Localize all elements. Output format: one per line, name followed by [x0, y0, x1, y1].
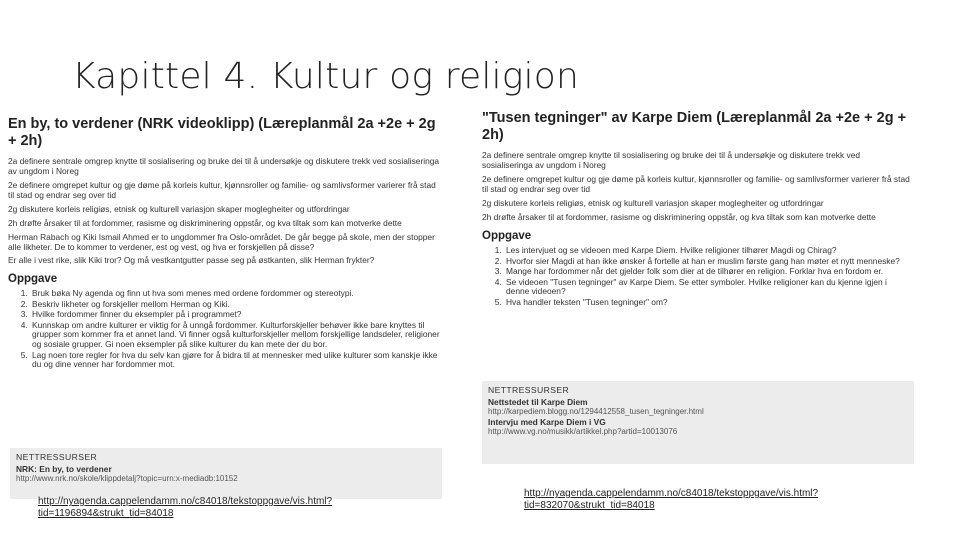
right-document-heading: "Tusen tegninger" av Karpe Diem (Læreplanmål 2a +2e + 2g + 2h) [482, 110, 907, 143]
slide-title: Kapittel 4. Kultur og religion [72, 56, 579, 97]
right-source-link[interactable]: http://nyagenda.cappelendamm.no/c84018/tekstoppgave/vis.html?tid=832070&strukt_tid=84018 [524, 488, 819, 511]
list-item: 1. Les intervjuet og se videoen med Karpe Diem. Hvilke religioner tilhører Magdi og Chirag? [504, 246, 912, 256]
left-document-heading: En by, to verdener (NRK videoklipp) (Læreplanmål 2a +2e + 2g + 2h) [8, 116, 436, 149]
left-resources-box [10, 448, 442, 499]
right-resource-url-1[interactable]: http://karpediem.blogg.no/1294412558_tusen_tegninger.html [488, 407, 704, 416]
right-document [482, 110, 912, 309]
left-goal-2a: 2a definere sentrale omgrep knytte til sosialisering og bruke dei til å undersøkje og diskutere trekk ved sosialiseringa av ungdom i Noreg [8, 156, 440, 176]
left-oppgave-heading: Oppgave [8, 273, 58, 285]
left-document [8, 116, 440, 371]
right-resource-title-1[interactable]: Nettstedet til Karpe Diem [488, 397, 588, 407]
right-task-list [482, 246, 912, 308]
left-goal-2g: 2g diskutere korleis religiøs, etnisk og kulturell variasjon skaper moglegheiter og utfordringar [8, 204, 350, 214]
list-item: 4. Kunnskap om andre kulturer er viktig for å unngå fordommer. Kulturforskjeller behøver ikke bare knyttes til grupper som kommer fra et annet land. Vi finner også kulturforskjeller mellom forskjellige landsdeler, religioner og sosiale grupper. Gi noen eksempler på slike kulturer du kan mete der du bor. [30, 321, 440, 350]
list-item: 2. Hvorfor sier Magdi at han ikke ønsker å fortelle at han er muslim første gang han møter et nytt menneske? [504, 257, 912, 267]
list-item: 3. Mange har fordommer når det gjelder folk som dier at de tilhører en religion. Forklar hva en fordom er. [504, 267, 912, 277]
list-item: 2. Beskriv likheter og forskjeller mellom Herman og Kiki. [30, 300, 440, 310]
list-item: 3. Hvilke fordommer finner du eksempler på i programmet? [30, 310, 440, 320]
left-goal-2h: 2h drøfte årsaker til at fordommer, rasisme og diskriminering oppstår, og kva tiltak som kan motverke dette [8, 218, 402, 228]
list-item: 5. Lag noen tore regler for hva du selv kan gjøre for å bidra til at mennesker med ulike kulturer som kanskje ikke du og dine venner har fordommer mot. [30, 351, 440, 370]
right-oppgave-heading: Oppgave [482, 230, 532, 242]
left-task-list [8, 289, 440, 370]
right-resource-url-2[interactable]: http://www.vg.no/musikk/artikkel.php?artid=10013076 [488, 427, 678, 436]
right-goal-2g: 2g diskutere korleis religiøs, etnisk og kulturell variasjon skaper moglegheiter og utfordringar [482, 198, 824, 208]
right-goal-2h: 2h drøfte årsaker til at fordommer, rasisme og diskriminering oppstår, og kva tiltak som kan motverke dette [482, 212, 876, 222]
left-goal-2e: 2e definere omgrepet kultur og gje døme på korleis kultur, kjønnsroller og familie- og samlivsformer varierer frå stad til stad og endrar seg over tid [8, 180, 436, 200]
right-resources-header: NETTRESSURSER [488, 385, 570, 395]
list-item: 1. Bruk bøka Ny agenda og finn ut hva som menes med ordene fordommer og stereotypi. [30, 289, 440, 299]
left-resources-header: NETTRESSURSER [16, 452, 98, 462]
left-intro-question: Er alle i vest rike, slik Kiki tror? Og må vestkantgutter passe seg på østkanten, slik Herman frykter? [8, 255, 375, 265]
right-resources-box [482, 381, 914, 464]
list-item: 5. Hva handler teksten "Tusen tegninger" om? [504, 298, 912, 308]
right-goal-2a: 2a definere sentrale omgrep knytte til sosialisering og bruke dei til å undersøkje og diskutere trekk ved sosialiseringa av ungdom i Noreg [482, 150, 861, 170]
right-resource-title-2[interactable]: Intervju med Karpe Diem i VG [488, 417, 606, 427]
list-item: 4. Se videoen "Tusen tegninger" av Karpe Diem. Se etter symboler. Hvilke religioner kan du kjenne igjen i denne videoen? [504, 278, 912, 297]
left-intro-paragraph: Herman Rabach og Kiki Ismail Ahmed er to ungdommer fra Oslo-området. De går begge på skole, men der stopper alle likheter. De to kommer to verdener, est og vest, og hva er forskjellen på disse? [8, 232, 435, 252]
left-source-link[interactable]: http://nyagenda.cappelendamm.no/c84018/tekstoppgave/vis.html?tid=1196894&strukt_tid=84018 [38, 496, 333, 519]
left-resource-title[interactable]: NRK: En by, to verdener [16, 464, 112, 474]
left-resource-url[interactable]: http://www.nrk.no/skole/klippdetalj?topic=urn:x-mediadb:10152 [16, 474, 238, 483]
right-goal-2e: 2e definere omgrepet kultur og gje døme på korleis kultur, kjønnsroller og familie- og samlivsformer varierer frå stad til stad og endrar seg over tid [482, 174, 910, 194]
